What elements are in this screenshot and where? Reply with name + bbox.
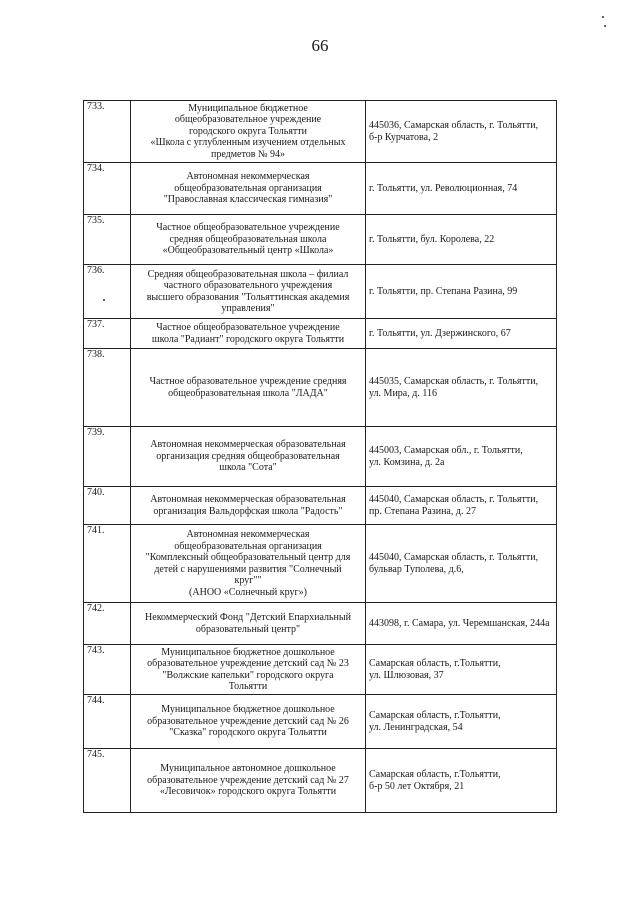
organization-name-line: Средняя общеобразовательная школа – филиал (147, 268, 349, 280)
organization-name-line: высшего образования "Тольяттинская академия (146, 291, 350, 303)
table-row (84, 645, 557, 695)
organization-name-line: Муниципальное бюджетное дошкольное (161, 646, 335, 658)
row-number: 744. (84, 695, 131, 749)
organization-name-line: организация средняя общеобразовательная (156, 450, 340, 462)
scan-speck (103, 299, 105, 301)
organization-name-line: образовательное учреждение детский сад № 27 (147, 774, 349, 786)
organization-name-line: «Лесовичок» городского округа Тольятти (159, 786, 337, 798)
organization-name-line: школа "Радиант" городского округа Тольятти (151, 333, 345, 345)
organization-name-line: «Школа с углубленным изучением отдельных (150, 137, 346, 149)
organization-name-line: образовательное учреждение детский сад № 26 (147, 715, 349, 727)
organization-name-line: Частное общеобразовательное учреждение (156, 222, 340, 234)
address-line: г. Тольятти, ул. Дзержинского, 67 (369, 327, 511, 339)
organization-address (366, 645, 557, 695)
organization-name (131, 695, 366, 749)
organization-name-line: Муниципальное бюджетное дошкольное (161, 704, 335, 716)
organization-name-line: Частное образовательное учреждение средняя (149, 376, 347, 387)
organization-name-line: общеобразовательная организация (174, 182, 322, 194)
organization-name (131, 163, 366, 215)
organization-name (131, 427, 366, 487)
row-number: 736. (84, 265, 131, 319)
organization-name-line: школа "Сота" (219, 462, 277, 474)
address-line: 445040, Самарская область, г. Тольятти, (369, 552, 539, 563)
address-line: г. Тольятти, ул. Революционная, 74 (369, 182, 518, 194)
organization-name-line: Некоммерческий Фонд "Детский Епархиальный (145, 612, 351, 623)
address-line: 445036, Самарская область, г. Тольятти, (369, 120, 539, 131)
address-line: Самарская область, г.Тольятти, (369, 658, 501, 669)
organization-name-line: образовательное учреждение детский сад № 23 (147, 658, 349, 669)
organization-address (366, 427, 557, 487)
address-line: г. Тольятти, бул. Королева, 22 (369, 233, 495, 245)
table-row (84, 427, 557, 487)
organization-name-line: общеобразовательная организация (174, 540, 322, 552)
row-number: 742. (84, 603, 131, 645)
organization-name-line: Автономная некоммерческая образовательная (150, 494, 346, 505)
organization-name (131, 645, 366, 695)
organization-name (131, 265, 366, 319)
organization-name (131, 603, 366, 645)
table-row (84, 215, 557, 265)
organization-address (366, 603, 557, 645)
organization-name (131, 749, 366, 813)
organization-name-line: образовательный центр" (195, 623, 301, 635)
table-row (84, 163, 557, 215)
organization-name-line: Муниципальное бюджетное (188, 102, 308, 114)
organization-name-line: Автономная некоммерческая (186, 529, 310, 540)
address-line: пр. Степана Разина, д. 27 (369, 505, 476, 517)
organization-name-line: Муниципальное автономное дошкольное (160, 763, 336, 775)
table-row (84, 265, 557, 319)
page-number: 66 (311, 36, 329, 55)
row-number: 733. (84, 101, 131, 163)
organization-name-line: Автономная некоммерческая образовательная (150, 439, 346, 451)
table-row (84, 749, 557, 813)
organization-name-line: Тольятти (228, 681, 268, 692)
organization-address (366, 695, 557, 749)
organization-name-line: Автономная некоммерческая (186, 171, 310, 183)
row-number: 743. (84, 645, 131, 695)
organization-name-line: Частное общеобразовательное учреждение (156, 322, 340, 333)
row-number: 745. (84, 749, 131, 813)
organization-name-line: частного образовательного учреждения (163, 280, 333, 291)
organization-name-line: управления" (221, 303, 275, 314)
row-number: 740. (84, 487, 131, 525)
scan-speck (604, 25, 606, 27)
organization-address (366, 319, 557, 349)
organization-address (366, 265, 557, 319)
organization-name-line: предметов № 94» (210, 148, 285, 160)
organization-address (366, 487, 557, 525)
organization-address (366, 749, 557, 813)
address-line: ул. Комзина, д. 2а (369, 456, 445, 468)
organization-name-line: детей с нарушениями развития "Солнечный (154, 563, 342, 575)
table-row (84, 349, 557, 427)
registry-body (84, 101, 557, 813)
organization-name (131, 319, 366, 349)
address-line: 445035, Самарская область, г. Тольятти, (369, 376, 539, 387)
row-number: 735. (84, 215, 131, 265)
organization-name-line: средняя общеобразовательная школа (169, 233, 327, 245)
address-line: бульвар Туполева, д.6, (369, 563, 464, 575)
address-line: ул. Ленинградская, 54 (369, 721, 463, 733)
organization-name (131, 349, 366, 427)
organization-registry-table (83, 100, 557, 813)
table-row (84, 525, 557, 603)
organization-name (131, 215, 366, 265)
address-line: 445040, Самарская область, г. Тольятти, (369, 494, 539, 505)
address-line: 443098, г. Самара, ул. Черемшанская, 244а (369, 617, 550, 629)
row-number: 738. (84, 349, 131, 427)
organization-name-line: "Комплексный общеобразовательный центр для (145, 552, 351, 563)
organization-name-line: общеобразовательная школа "ЛАДА" (168, 387, 328, 399)
organization-name-line: "Православная классическая гимназия" (163, 194, 333, 206)
address-line: Самарская область, г.Тольятти, (369, 769, 501, 780)
address-line: ул. Мира, д. 116 (369, 387, 437, 399)
organization-name (131, 487, 366, 525)
table-row (84, 695, 557, 749)
address-line: г. Тольятти, пр. Степана Разина, 99 (369, 285, 518, 297)
table-row (84, 603, 557, 645)
organization-address (366, 101, 557, 163)
organization-address (366, 215, 557, 265)
row-number: 739. (84, 427, 131, 487)
organization-name-line: "Волжские капельки" городского округа (162, 669, 334, 681)
organization-name-line: общеобразовательное учреждение (174, 114, 322, 126)
organization-name-line: (АНОО «Солнечный круг») (189, 586, 307, 598)
organization-name (131, 101, 366, 163)
organization-name-line: "Сказка" городского округа Тольятти (169, 727, 327, 739)
organization-address (366, 349, 557, 427)
organization-name (131, 525, 366, 603)
table-row (84, 487, 557, 525)
row-number: 741. (84, 525, 131, 603)
row-number: 734. (84, 163, 131, 215)
organization-address (366, 525, 557, 603)
scan-speck (602, 16, 604, 18)
address-line: 445003, Самарская обл., г. Тольятти, (369, 445, 523, 456)
organization-name-line: организация Вальдорфская школа "Радость" (153, 505, 343, 517)
address-line: б-р 50 лет Октября, 21 (369, 780, 465, 792)
organization-name-line: круг"" (234, 575, 262, 586)
table-row (84, 319, 557, 349)
table-row (84, 101, 557, 163)
address-line: ул. Шлюзовая, 37 (369, 669, 444, 681)
organization-address (366, 163, 557, 215)
organization-name-line: «Общеобразовательный центр «Школа» (162, 245, 334, 257)
address-line: Самарская область, г.Тольятти, (369, 710, 501, 721)
address-line: б-р Курчатова, 2 (369, 131, 439, 143)
row-number: 737. (84, 319, 131, 349)
organization-name-line: городского округа Тольятти (188, 125, 308, 137)
